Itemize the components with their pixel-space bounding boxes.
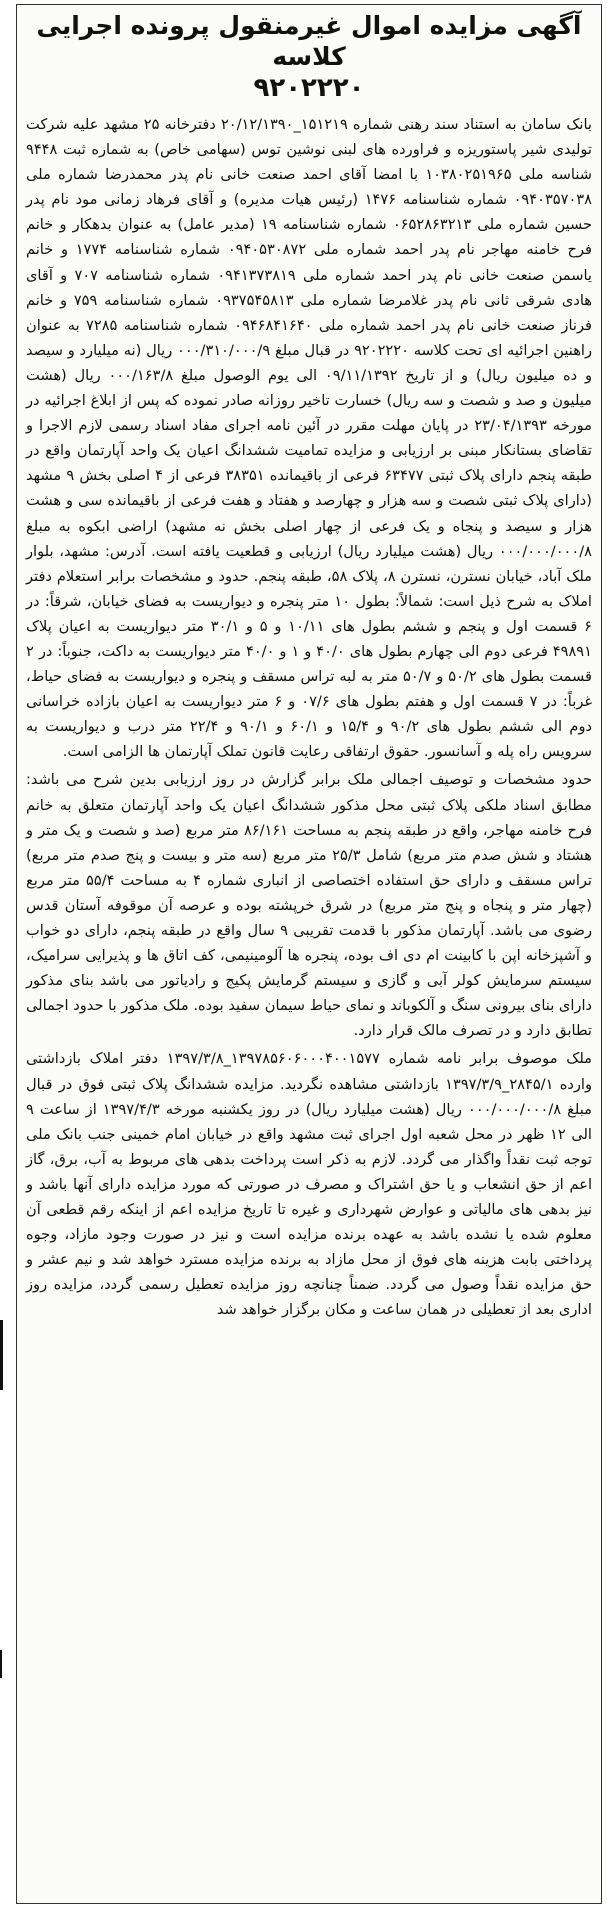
notice-body [17,104,601,1323]
scan-edge-mark [0,1650,2,1678]
notice-page [16,4,602,1904]
notice-case-number: ۹۲۰۲۲۲۰ [253,73,365,103]
notice-paragraph-auction: ملک موصوف برابر نامه شماره ۱۳۹۷۸۵۶۰۶۰۰۰۴۰۰۱۵۷۷_۱۳۹۷/۳/۸ دفتر املاک بازداشتی وارده ۲۸۴۵/۱_۱۳۹۷/۳/۹ بازداشتی مشاهده نگردید. مزایده ششدانگ پلاک ثبتی فوق در قبال مبلغ ۰۰۰/۰۰۰/۰۰۰/۸ ریال (هشت میلیارد ریال) در روز یکشنبه مورخه ۱۳۹۷/۴/۳ از ساعت ۹ الی ۱۲ ظهر در محل شعبه اول اجرای ثبت مشهد واقع در خیابان امام خمینی جنب بانک ملی توجه ثبت نقداً واگذار می گردد. لازم به ذکر است پرداخت بدهی های مربوط به آب، برق، گاز اعم از حق انشعاب و یا حق اشتراک و مصرف در صورتی که مورد مزایده دارای آنها باشد و نیز بدهی های مالیاتی و عوارض شهرداری و غیره تا تاریخ مزایده اعم از اینکه رقم قطعی آن معلوم شده یا نشده باشد به عهده برنده مزایده است و نیز در صورت وجود مازاد، وجوه پرداختی بابت هزینه های فوق از محل مازاد به برنده مزایده مسترد خواهد شد و نیم عشر و حق مزایده نقداً وصول می گردد. ضمناً چنانچه روز مزایده تعطیل رسمی گردد، مزایده روز اداری بعد از تعطیلی در همان ساعت و مکان برگزار خواهد شد [26,1050,593,1319]
scan-edge-mark [0,1320,3,1390]
notice-title [17,5,601,104]
notice-paragraph-description: حدود مشخصات و توصیف اجمالی ملک برابر گزارش در روز ارزیابی بدین شرح می باشد: مطابق اسناد ملکی پلاک ثبتی محل مذکور ششدانگ اعیان یک واحد آپارتمان متعلق به خانم فرح خامنه مهاجر، واقع در طبقه پنجم به مساحت ۸۶/۱۶۱ متر مربع (صد و شصت و یک متر و هشتاد و شش صدم متر مربع) شامل ۲۵/۳ متر مربع (سه متر و بیست و پنج صدم متر مربع) تراس مسقف و دارای حق استفاده اختصاصی از انباری شماره ۴ به مساحت ۵۵/۴ متر مربع (چهار متر و پنجاه و پنج متر مربع) در شرق خرپشته بوده و عرصه آن موقوفه آستان قدس رضوی می باشد. آپارتمان مذکور با قدمت تقریبی ۹ سال واقع در طبقه پنجم، دارای دو خواب و آشپزخانه اپن با کابینت ام دی اف بوده، پنجره ها آلومینیمی، کف اتاق ها و پذیرایی سرامیک، سیستم سرمایش کولر آبی و گازی و سیستم گرمایش پکیج و رادیاتور می باشد بنای مذکور دارای بنای بیرونی سنگ و آلکوباند و نمای حیاط سیمان سفید بوده. ملک مذکور با حدود اجمالی تطابق دارد و در تصرف مالک قرار دارد. [26,771,592,1040]
notice-paragraph-main: بانک سامان به استناد سند رهنی شماره ۱۵۱۲۱۹_۲۰/۱۲/۱۳۹۰ دفترخانه ۲۵ مشهد علیه شرکت تولیدی شیر پاستوریزه و فراورده های لبنی نوشین توس (سهامی خاص) به شماره ثبت ۹۴۴۸ شناسه ملی ۱۰۳۸۰۲۵۱۹۶۵ با امضا آقای احمد صنعت خانی نام پدر محمدرضا شماره ملی ۰۹۴۰۳۵۷۰۳۸ شماره شناسنامه ۱۴۷۶ (رئیس هیات مدیره) و آقای فرهاد زمانی مود نام پدر حسین شماره ملی ۰۶۵۲۸۶۳۲۱۳ شماره شناسنامه ۱۹ (مدیر عامل) به عنوان بدهکار و خانم فرح خامنه مهاجر نام پدر احمد شماره ملی ۰۹۴۰۵۳۰۸۷۲ شماره شناسنامه ۱۷۷۴ و خانم یاسمن صنعت خانی نام پدر احمد شماره ملی ۰۹۴۱۳۷۳۸۱۹ شماره شناسنامه ۷۰۷ و آقای هادی شرقی ثانی نام پدر غلامرضا شماره ملی ۰۹۳۷۵۴۵۸۱۳ شماره شناسنامه ۷۵۹ و خانم فرناز صنعت خانی نام پدر احمد شماره ملی ۰۹۴۶۸۴۱۶۴۰ شماره شناسنامه ۷۲۸۵ به عنوان راهنین اجرائیه ای تحت کلاسه ۹۲۰۲۲۲۰ در قبال مبلغ ۰۰۰/۳۱۰/۰۰۰/۹ ریال (نه میلیارد و سیصد و ده میلیون ریال) و از تاریخ ۰۹/۱۱/۱۳۹۲ الی یوم الوصول مبلغ ۰۰۰/۱۶۳/۸ ریال (هشت میلیون و صد و شصت و سه ریال) خسارت تاخیر روزانه صادر نموده که پس از ابلاغ اجرائیه در مورخه ۲۳/۰۴/۱۳۹۳ در پایان مهلت مقرر در آئین نامه اجرای مفاد اسناد رسمی لازم الاجرا و تقاضای بستانکار مبنی بر ارزیابی و مزایده تمامیت ششدانگ اعیان یک واحد آپارتمان واقع در طبقه پنجم دارای پلاک ثبتی ۶۳۴۷۷ فرعی از باقیمانده ۳۸۳۵۱ فرعی از ۴ اصلی بخش ۹ مشهد (دارای پلاک ثبتی شصت و سه هزار و چهارصد و هفتاد و هفت فرعی از باقیمانده سی و هشت هزار و سیصد و پنجاه و یک فرعی از چهار اصلی بخش نه مشهد) اراضی ابکوه به مبلغ ۰۰۰/۰۰۰/۰۰۰/۸ ریال (هشت میلیارد ریال) ارزیابی و قطعیت یافته است. آدرس: مشهد، بلوار ملک آباد، خیابان نسترن، نسترن ۸، پلاک ۵۸، طبقه پنجم. حدود و مشخصات برابر استعلام دفتر املاک به شرح ذیل است: شمالاً: بطول ۱۰ متر پنجره و دیواریست به فضای خیابان، شرقاً: در ۶ قسمت اول و پنجم و ششم بطول های ۱۰/۱۱ و ۵ و ۳۰/۱ متر دیواریست به اعیان پلاک ۴۹۸۹۱ فرعی دوم الی چهارم بطول های ۴۰/۰ و ۱ و ۴۰/۰ متر دیواریست به داکت، جنوباً: در ۲ قسمت بطول های ۵۰/۲ و ۵۰/۷ متر به لبه تراس مسقف و پنجره و دیواریست به فضای حیاط، غرباً: در ۷ قسمت اول و هفتم بطول های ۰۷/۶ و ۶ متر دیواریست به اعیان بازاده خراسانی دوم الی ششم بطول های ۹۰/۲ و ۱۵/۴ و ۶۰/۱ و ۹۰/۱ و ۲۲/۴ متر درب و دیواریست به سرویس راه پله و آسانسور. حقوق ارتفاقی رعایت قانون تملک آپارتمان ها الزامی است. [26,116,593,761]
notice-title-line-1: آگهی مزایده اموال غیرمنقول پرونده اجرایی کلاسه [36,11,582,71]
